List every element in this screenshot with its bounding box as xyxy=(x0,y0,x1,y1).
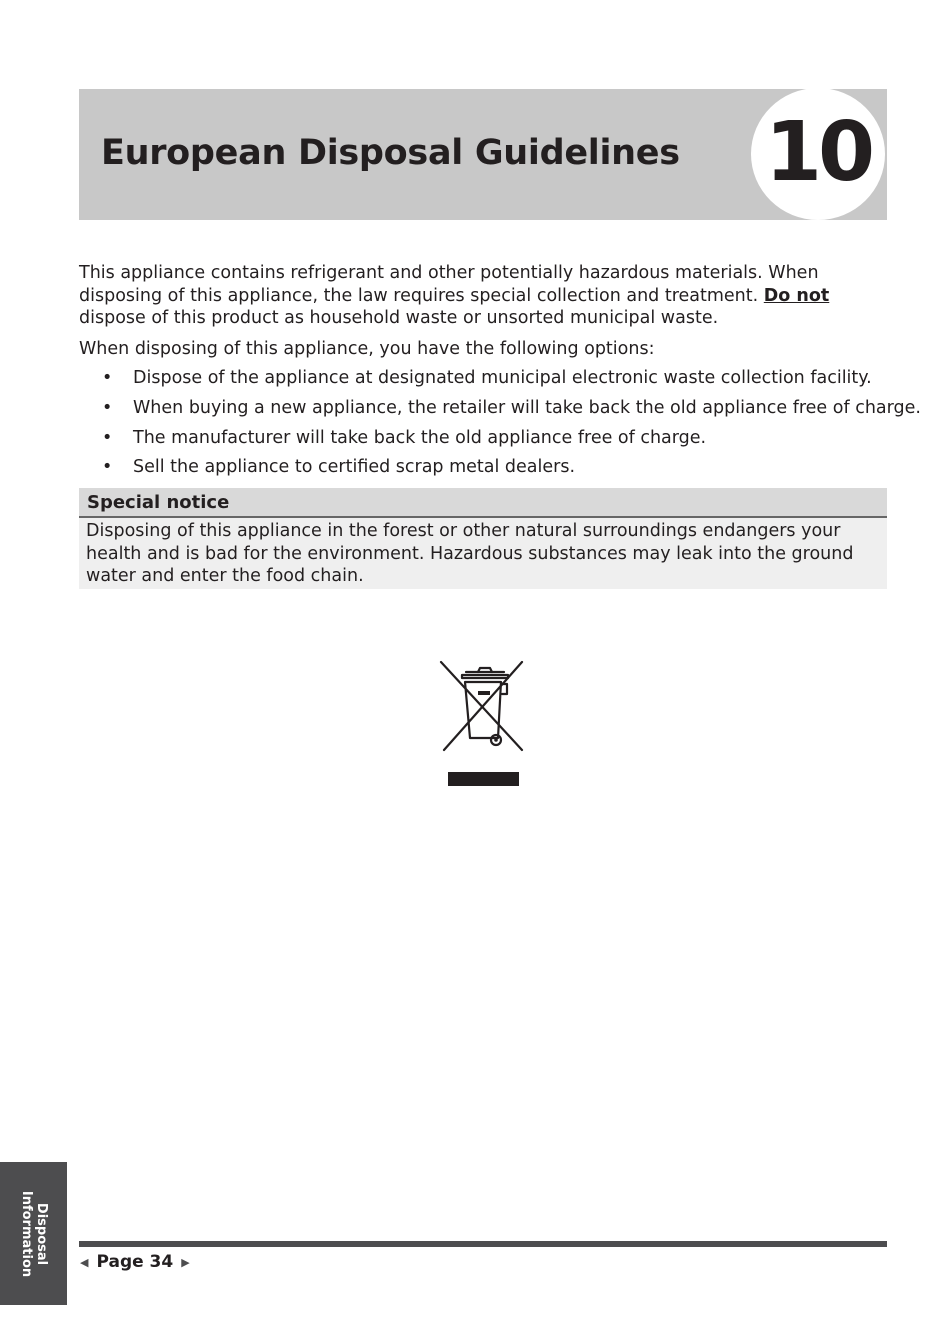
options-lead: When disposing of this appliance, you have the following options: xyxy=(79,338,655,359)
notice-heading: Special notice xyxy=(79,488,887,518)
special-notice-box xyxy=(79,488,887,589)
main-content xyxy=(79,262,921,486)
footer-divider xyxy=(79,1241,887,1247)
list-item-text: When buying a new appliance, the retailer will take back the old appliance free of charge. xyxy=(133,397,921,418)
chapter-number: 10 xyxy=(764,104,872,200)
bullet-icon: • xyxy=(102,368,113,388)
intro-text-before: This appliance contains refrigerant and other potentially hazardous materials. When disposing of this appliance, the law requires special collection and treatment. xyxy=(79,263,819,306)
next-page-icon[interactable]: ▶ xyxy=(181,1255,190,1269)
crossed-out-wheelie-bin-icon xyxy=(438,658,528,790)
page-navigation xyxy=(80,1252,190,1272)
chapter-header xyxy=(79,89,887,220)
section-side-tab xyxy=(0,1162,67,1305)
do-not-emphasis: Do not xyxy=(763,285,830,306)
side-tab-label xyxy=(19,1190,49,1276)
previous-page-icon[interactable]: ◀ xyxy=(80,1255,89,1269)
list-item xyxy=(79,427,887,450)
list-item-text: Sell the appliance to certified scrap metal dealers. xyxy=(133,457,576,478)
bullet-icon: • xyxy=(102,457,113,478)
list-item-text: The manufacturer will take back the old appliance free of charge. xyxy=(133,427,707,448)
list-item xyxy=(79,456,887,479)
page-title: European Disposal Guidelines xyxy=(101,133,680,173)
bullet-icon: • xyxy=(102,427,113,448)
options-list xyxy=(79,367,921,479)
bullet-icon: • xyxy=(102,397,113,418)
list-item-text: Dispose of the appliance at designated municipal electronic waste collection facility. xyxy=(133,368,872,388)
intro-paragraph xyxy=(79,262,887,330)
side-tab-line-2: Information xyxy=(18,1190,34,1277)
side-tab-line-1: Disposal xyxy=(33,1202,49,1265)
intro-text-after: dispose of this product as household waste or unsorted municipal waste. xyxy=(79,308,719,328)
list-item xyxy=(79,367,887,390)
notice-body: Disposing of this appliance in the forest or other natural surroundings endangers your health and is bad for the environment. Hazardous substances may leak into the ground water and enter the food chain. xyxy=(86,521,854,586)
page-number: Page 34 xyxy=(96,1252,174,1272)
list-item xyxy=(79,397,921,420)
chapter-badge xyxy=(751,89,885,220)
